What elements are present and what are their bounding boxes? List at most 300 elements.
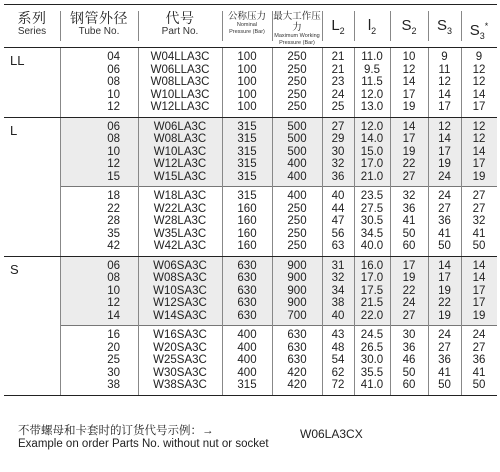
cell-l2: 40 xyxy=(331,190,345,202)
cell-max-pressure: 500 xyxy=(287,133,307,145)
spec-table xyxy=(4,4,497,396)
cell-i2: 41.0 xyxy=(360,379,384,391)
cell-nominal: 315 xyxy=(237,145,257,158)
cell-tube: 06 xyxy=(107,259,120,272)
cell-part: W08SA3C xyxy=(153,272,207,284)
column-divider xyxy=(322,118,323,256)
cell-nominal: 160 xyxy=(237,202,257,215)
cell-s3-star: 41 xyxy=(472,366,486,379)
cell-part: W15LA3C xyxy=(153,170,207,183)
cell-s2: 14 xyxy=(402,120,416,133)
cell-part: W12LA3C xyxy=(153,158,207,170)
cell-nominal: 630 xyxy=(237,297,257,309)
header-divider xyxy=(272,11,273,41)
cell-s3-star: 17 xyxy=(472,158,486,170)
cell-nominal: 400 xyxy=(237,341,257,354)
table-row xyxy=(60,297,497,310)
cell-l2: 72 xyxy=(331,379,345,391)
cell-s3: 17 xyxy=(438,145,451,158)
series-block xyxy=(4,48,497,118)
cell-nominal: 160 xyxy=(237,227,257,240)
cell-s3-star: 14 xyxy=(472,259,486,272)
cell-part: W08LLA3C xyxy=(150,76,210,88)
header-nominal-en2: Pressure (Bar) xyxy=(229,28,265,35)
cell-s2: 17 xyxy=(402,133,416,145)
column-divider xyxy=(138,48,139,117)
table-row xyxy=(60,285,497,298)
table-header xyxy=(4,4,497,48)
cell-part: W38SA3C xyxy=(153,379,207,391)
cell-s2: 50 xyxy=(402,227,416,240)
header-part-en: Part No. xyxy=(161,26,199,37)
cell-part: W08LA3C xyxy=(153,133,207,145)
header-l2 xyxy=(322,5,354,47)
column-divider xyxy=(272,118,273,256)
cell-s3: 17 xyxy=(438,272,451,284)
cell-i2: 9.5 xyxy=(364,63,380,76)
cell-s2: 36 xyxy=(402,202,416,215)
cell-nominal: 315 xyxy=(237,170,257,183)
cell-nominal: 100 xyxy=(237,101,257,113)
series-label: L xyxy=(10,122,18,138)
table-row xyxy=(60,133,497,146)
cell-part: W12LLA3C xyxy=(150,101,210,113)
cell-i2: 12.0 xyxy=(360,120,384,133)
table-row xyxy=(60,260,497,273)
column-divider xyxy=(60,48,61,117)
cell-l2: 23 xyxy=(331,76,345,88)
cell-tube: 18 xyxy=(107,190,120,202)
cell-s3: 11 xyxy=(438,63,451,76)
cell-s2: 24 xyxy=(402,297,416,309)
cell-l2: 27 xyxy=(331,120,345,133)
cell-tube: 20 xyxy=(107,341,120,354)
cell-s3-star: 9 xyxy=(475,51,483,63)
cell-max-pressure: 630 xyxy=(287,329,307,341)
header-max-en2: Pressure (Bar) xyxy=(279,39,315,46)
header-max-cn: 最大工作压力 xyxy=(273,11,321,33)
cell-s3: 14 xyxy=(438,259,451,272)
cell-part: W42LA3C xyxy=(153,240,207,252)
column-divider xyxy=(428,48,429,117)
cell-max-pressure: 250 xyxy=(287,227,307,240)
cell-max-pressure: 400 xyxy=(287,190,307,202)
header-divider xyxy=(222,11,223,41)
cell-max-pressure: 250 xyxy=(287,101,307,113)
column-divider xyxy=(272,257,273,395)
cell-s3: 24 xyxy=(438,190,451,202)
cell-s3-star: 17 xyxy=(472,297,486,309)
cell-s3: 14 xyxy=(438,88,451,101)
cell-part: W18LA3C xyxy=(153,190,207,202)
cell-s3: 14 xyxy=(438,133,451,145)
column-divider xyxy=(428,118,429,256)
footer-example-part: W06LA3CX xyxy=(300,427,363,441)
header-max xyxy=(272,5,322,47)
cell-nominal: 315 xyxy=(237,133,257,145)
cell-tube: 12 xyxy=(107,297,120,309)
header-tube xyxy=(60,5,138,47)
header-divider xyxy=(60,11,61,41)
cell-l2: 31 xyxy=(331,259,345,272)
cell-tube: 35 xyxy=(107,227,120,240)
cell-part: W35LA3C xyxy=(153,227,207,240)
cell-i2: 27.5 xyxy=(360,202,384,215)
cell-l2: 56 xyxy=(331,227,345,240)
cell-l2: 62 xyxy=(331,366,345,379)
cell-s2: 17 xyxy=(402,88,416,101)
cell-part: W10LLA3C xyxy=(150,88,210,101)
cell-part: W06LLA3C xyxy=(150,63,210,76)
cell-i2: 35.5 xyxy=(360,366,384,379)
cell-max-pressure: 420 xyxy=(287,366,307,379)
cell-l2: 40 xyxy=(331,309,345,322)
column-divider xyxy=(390,48,391,117)
header-i2-main: l xyxy=(367,17,372,34)
cell-tube: 38 xyxy=(107,379,120,391)
cell-s3-star: 12 xyxy=(472,63,486,76)
table-row xyxy=(60,329,497,342)
cell-nominal: 630 xyxy=(237,272,257,284)
cell-l2: 21 xyxy=(331,63,345,76)
cell-s3: 22 xyxy=(438,297,451,309)
cell-part: W30SA3C xyxy=(153,366,207,379)
cell-s2: 19 xyxy=(402,101,416,113)
cell-tube: 06 xyxy=(107,63,120,76)
header-i2 xyxy=(354,5,390,47)
cell-part: W10LA3C xyxy=(153,145,207,158)
column-divider xyxy=(428,257,429,395)
cell-s3: 19 xyxy=(438,158,451,170)
cell-max-pressure: 250 xyxy=(287,215,307,227)
table-row xyxy=(60,76,497,89)
series-label: LL xyxy=(10,53,25,68)
cell-l2: 54 xyxy=(331,354,345,366)
cell-max-pressure: 250 xyxy=(287,240,307,252)
header-series-cn: 系列 xyxy=(17,10,47,26)
table-row xyxy=(60,64,497,77)
cell-s3-star: 50 xyxy=(472,240,486,252)
header-divider xyxy=(354,11,355,41)
cell-s3-star: 27 xyxy=(472,202,486,215)
header-divider xyxy=(322,11,323,41)
cell-i2: 17.5 xyxy=(360,284,384,297)
cell-s3: 36 xyxy=(438,215,451,227)
cell-nominal: 315 xyxy=(237,158,257,170)
cell-tube: 08 xyxy=(107,133,120,145)
cell-max-pressure: 900 xyxy=(287,297,307,309)
cell-tube: 08 xyxy=(107,76,120,88)
table-row xyxy=(60,367,497,380)
cell-max-pressure: 500 xyxy=(287,120,307,133)
header-nominal-cn: 公称压力 xyxy=(227,11,266,22)
cell-tube: 04 xyxy=(107,51,120,63)
header-tube-en: Tube No. xyxy=(78,26,120,37)
cell-s3: 50 xyxy=(438,379,451,391)
cell-s3-star: 27 xyxy=(472,190,486,202)
header-l2-sub: 2 xyxy=(339,26,345,36)
table-row xyxy=(60,203,497,216)
cell-nominal: 630 xyxy=(237,259,257,272)
cell-max-pressure: 420 xyxy=(287,379,307,391)
cell-tube: 15 xyxy=(107,170,120,183)
cell-tube: 30 xyxy=(107,366,120,379)
cell-s2: 19 xyxy=(402,145,416,158)
column-divider xyxy=(390,118,391,256)
cell-i2: 14.0 xyxy=(360,133,384,145)
column-divider xyxy=(461,118,462,256)
cell-max-pressure: 400 xyxy=(287,170,307,183)
cell-part: W04LLA3C xyxy=(150,51,210,63)
cell-s2: 60 xyxy=(402,379,416,391)
header-divider xyxy=(390,11,391,41)
cell-max-pressure: 630 xyxy=(287,341,307,354)
cell-nominal: 315 xyxy=(237,120,257,133)
row-group xyxy=(60,48,497,117)
cell-s3-star: 14 xyxy=(472,88,486,101)
footer-note-cn: 不带螺母和卡套时的订货代号示例：→ xyxy=(18,425,214,437)
cell-i2: 12.0 xyxy=(360,88,384,101)
table-row xyxy=(60,272,497,285)
cell-l2: 32 xyxy=(331,272,345,284)
cell-i2: 13.0 xyxy=(360,101,384,113)
row-group xyxy=(60,257,497,326)
cell-max-pressure: 400 xyxy=(287,158,307,170)
cell-s3-star: 12 xyxy=(472,120,486,133)
column-divider xyxy=(222,257,223,395)
cell-s2: 17 xyxy=(402,259,416,272)
column-divider xyxy=(60,257,61,395)
cell-s2: 41 xyxy=(402,215,416,227)
cell-max-pressure: 250 xyxy=(287,51,307,63)
cell-i2: 40.0 xyxy=(360,240,384,252)
header-series xyxy=(4,5,60,47)
cell-i2: 16.0 xyxy=(360,259,384,272)
cell-s3-star: 14 xyxy=(472,145,486,158)
cell-part: W20SA3C xyxy=(153,341,207,354)
header-divider xyxy=(138,11,139,41)
cell-l2: 29 xyxy=(331,133,345,145)
cell-s3-star: 27 xyxy=(472,341,486,354)
cell-l2: 24 xyxy=(331,88,345,101)
cell-s3: 27 xyxy=(438,341,451,354)
cell-max-pressure: 900 xyxy=(287,284,307,297)
table-row xyxy=(60,354,497,367)
header-tube-cn: 钢管外径 xyxy=(70,10,128,26)
cell-part: W06LA3C xyxy=(153,120,207,133)
header-part xyxy=(138,5,222,47)
cell-s3-star: 24 xyxy=(472,329,486,341)
header-s3-star xyxy=(461,5,497,47)
column-divider xyxy=(390,257,391,395)
cell-s3-star: 17 xyxy=(472,284,486,297)
cell-max-pressure: 250 xyxy=(287,63,307,76)
cell-tube: 25 xyxy=(107,354,120,366)
cell-s3-star: 50 xyxy=(472,379,486,391)
column-divider xyxy=(138,118,139,256)
cell-tube: 28 xyxy=(107,215,120,227)
cell-tube: 12 xyxy=(107,101,120,113)
header-s3-main: S xyxy=(436,17,447,34)
header-nominal xyxy=(222,5,272,47)
cell-s3: 36 xyxy=(438,354,451,366)
cell-l2: 48 xyxy=(331,341,345,354)
cell-s2: 50 xyxy=(402,366,416,379)
cell-s3: 12 xyxy=(438,120,451,133)
cell-s2: 27 xyxy=(402,170,416,183)
cell-s3-star: 19 xyxy=(472,309,486,322)
cell-l2: 30 xyxy=(331,145,345,158)
cell-l2: 36 xyxy=(331,170,345,183)
cell-s2: 30 xyxy=(402,329,416,341)
cell-nominal: 400 xyxy=(237,329,257,341)
cell-s3-star: 12 xyxy=(472,76,486,88)
header-nominal-en1: Nominal xyxy=(236,22,258,28)
cell-nominal: 100 xyxy=(237,88,257,101)
cell-tube: 22 xyxy=(107,202,120,215)
column-divider xyxy=(322,257,323,395)
table-row xyxy=(60,51,497,64)
cell-s3: 9 xyxy=(441,51,448,63)
row-group xyxy=(60,325,497,395)
cell-nominal: 100 xyxy=(237,76,257,88)
cell-max-pressure: 250 xyxy=(287,76,307,88)
cell-nominal: 630 xyxy=(237,284,257,297)
table-row xyxy=(60,240,497,253)
cell-i2: 22.0 xyxy=(360,309,384,322)
series-label: S xyxy=(10,261,19,277)
series-block xyxy=(4,118,497,257)
cell-i2: 11.0 xyxy=(361,51,383,63)
header-s3 xyxy=(428,5,461,47)
cell-nominal: 160 xyxy=(237,215,257,227)
cell-nominal: 100 xyxy=(237,51,257,63)
cell-nominal: 630 xyxy=(237,309,257,322)
table-row xyxy=(60,158,497,171)
header-divider xyxy=(461,11,462,41)
column-divider xyxy=(222,118,223,256)
column-divider xyxy=(461,257,462,395)
cell-tube: 14 xyxy=(107,309,120,322)
cell-s3: 24 xyxy=(438,329,451,341)
table-row xyxy=(60,342,497,355)
table-row xyxy=(60,121,497,134)
table-row xyxy=(60,310,497,323)
cell-i2: 26.5 xyxy=(360,341,384,354)
table-row xyxy=(60,228,497,241)
cell-s3: 19 xyxy=(438,284,451,297)
cell-i2: 23.5 xyxy=(360,190,384,202)
row-group xyxy=(60,118,497,187)
series-block xyxy=(4,257,497,396)
header-l2-main: L xyxy=(331,17,340,34)
header-part-cn: 代号 xyxy=(165,10,195,26)
header-s2-main: S xyxy=(401,17,412,34)
cell-part: W16SA3C xyxy=(153,329,207,341)
table-row xyxy=(60,146,497,159)
cell-s3-star: 41 xyxy=(472,227,486,240)
cell-i2: 21.5 xyxy=(360,297,384,309)
cell-max-pressure: 250 xyxy=(287,202,307,215)
cell-i2: 15.0 xyxy=(360,145,384,158)
cell-tube: 10 xyxy=(107,145,120,158)
cell-i2: 30.0 xyxy=(360,354,384,366)
cell-tube: 12 xyxy=(107,158,120,170)
cell-s2: 32 xyxy=(402,190,416,202)
cell-l2: 32 xyxy=(331,158,345,170)
cell-part: W06SA3C xyxy=(153,259,207,272)
header-s3-star-sup: * xyxy=(484,21,489,31)
cell-max-pressure: 900 xyxy=(287,272,307,284)
column-divider xyxy=(354,118,355,256)
cell-s3: 50 xyxy=(438,240,451,252)
cell-nominal: 400 xyxy=(237,366,257,379)
cell-s3: 24 xyxy=(438,170,451,183)
column-divider xyxy=(354,48,355,117)
cell-s3-star: 14 xyxy=(472,272,486,284)
cell-s3-star: 17 xyxy=(472,101,486,113)
cell-max-pressure: 630 xyxy=(287,354,307,366)
table-row xyxy=(60,215,497,228)
cell-tube: 10 xyxy=(107,284,120,297)
table-body xyxy=(4,48,497,396)
cell-part: W25SA3C xyxy=(153,354,207,366)
header-s3-star-main: S xyxy=(469,22,480,39)
cell-max-pressure: 900 xyxy=(287,259,307,272)
cell-i2: 17.0 xyxy=(360,158,384,170)
cell-s3-star: 36 xyxy=(472,354,486,366)
table-row xyxy=(60,89,497,102)
cell-tube: 08 xyxy=(107,272,120,284)
column-divider xyxy=(60,118,61,256)
cell-i2: 17.0 xyxy=(360,272,384,284)
header-series-en: Series xyxy=(17,26,47,37)
cell-l2: 38 xyxy=(331,297,345,309)
cell-part: W10SA3C xyxy=(153,284,207,297)
cell-s2: 22 xyxy=(402,158,416,170)
cell-s2: 10 xyxy=(402,51,416,63)
header-s3-star-sub: 3 xyxy=(479,31,485,41)
cell-part: W28LA3C xyxy=(153,215,207,227)
cell-max-pressure: 700 xyxy=(287,309,307,322)
cell-l2: 21 xyxy=(331,51,345,63)
header-divider xyxy=(428,11,429,41)
cell-nominal: 315 xyxy=(237,190,257,202)
cell-s2: 14 xyxy=(402,76,416,88)
cell-s3: 17 xyxy=(438,101,451,113)
cell-s3-star: 32 xyxy=(472,215,486,227)
table-row xyxy=(60,171,497,184)
header-s3-sub: 3 xyxy=(447,26,453,36)
header-i2-sub: 2 xyxy=(371,26,377,36)
cell-tube: 06 xyxy=(107,120,120,133)
cell-i2: 34.5 xyxy=(360,227,384,240)
table-row xyxy=(60,190,497,203)
cell-nominal: 160 xyxy=(237,240,257,252)
cell-s2: 22 xyxy=(402,284,416,297)
cell-part: W12SA3C xyxy=(153,297,207,309)
cell-s3-star: 12 xyxy=(472,133,486,145)
row-group xyxy=(60,186,497,256)
column-divider xyxy=(354,257,355,395)
column-divider xyxy=(222,48,223,117)
header-s2-sub: 2 xyxy=(411,26,417,36)
table-row xyxy=(60,101,497,114)
column-divider xyxy=(138,257,139,395)
cell-s2: 60 xyxy=(402,240,416,252)
cell-s2: 46 xyxy=(402,354,416,366)
cell-l2: 43 xyxy=(331,329,345,341)
